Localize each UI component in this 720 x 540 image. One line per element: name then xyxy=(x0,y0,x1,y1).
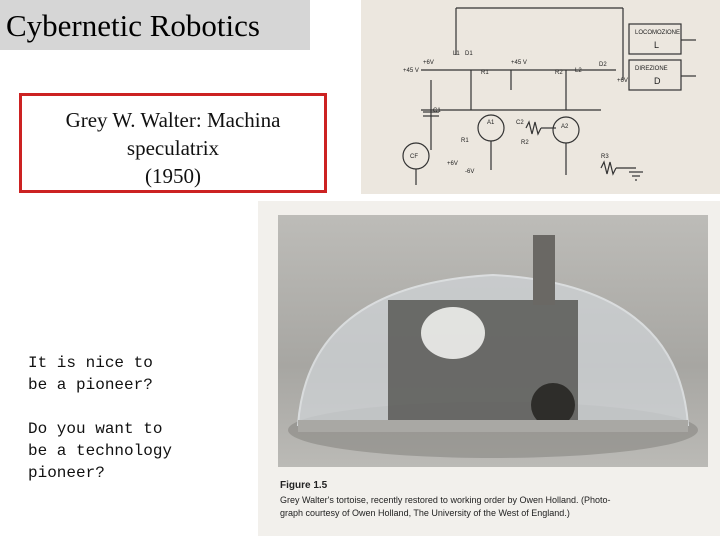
tortoise-photo xyxy=(278,215,708,467)
circuit-label: C1 xyxy=(433,108,441,114)
circuit-label: CF xyxy=(410,154,418,160)
question-line: pioneer? xyxy=(28,464,105,482)
circuit-label: R1 xyxy=(481,70,489,76)
circuit-label: +45 V xyxy=(511,60,527,66)
circuit-label: A2 xyxy=(561,124,569,130)
figure-caption-line: Grey Walter's tortoise, recently restored to working order by Owen Holland. (Photo- xyxy=(280,495,611,505)
circuit-label: +45 V xyxy=(403,68,419,74)
slide-title: Cybernetic Robotics xyxy=(6,8,260,43)
caption-line: (1950) xyxy=(145,164,201,188)
question-line: be a technology xyxy=(28,442,173,460)
question-line: Do you want to xyxy=(28,420,163,438)
circuit-label: LOCOMOZIONE xyxy=(635,30,681,36)
figure-caption-line: graph courtesy of Owen Holland, The University of the West of England.) xyxy=(280,508,570,518)
circuit-label: +6V xyxy=(617,78,628,84)
tortoise-illustration xyxy=(278,215,708,467)
circuit-label: R2 xyxy=(521,140,529,146)
circuit-label: R2 xyxy=(555,70,563,76)
caption-text xyxy=(22,106,324,190)
circuit-diagram xyxy=(361,0,720,194)
circuit-label: L2 xyxy=(575,68,582,74)
circuit-label: -6V xyxy=(465,169,475,175)
question-technology-pioneer xyxy=(28,418,172,484)
title-box xyxy=(0,0,310,50)
caption-box xyxy=(19,93,327,193)
circuit-label: +6V xyxy=(423,60,434,66)
circuit-label: D2 xyxy=(599,62,607,68)
question-line: be a pioneer? xyxy=(28,376,153,394)
circuit-label: L1 xyxy=(453,51,460,57)
tortoise-figure xyxy=(258,201,720,536)
caption-line: Grey W. Walter: Machina xyxy=(65,108,281,132)
question-pioneer xyxy=(28,352,153,396)
circuit-label: +6V xyxy=(447,161,458,167)
circuit-label: R1 xyxy=(461,138,469,144)
figure-label: Figure 1.5 xyxy=(280,480,328,491)
circuit-label: C2 xyxy=(516,120,524,126)
circuit-schematic xyxy=(361,0,720,194)
circuit-label: D1 xyxy=(465,51,473,57)
circuit-label: A1 xyxy=(487,120,495,126)
caption-line: speculatrix xyxy=(126,136,220,160)
figure-caption xyxy=(280,494,710,520)
circuit-label: D xyxy=(654,76,661,86)
circuit-label: DIREZIONE xyxy=(635,66,668,72)
circuit-label: L xyxy=(654,40,660,50)
question-line: It is nice to xyxy=(28,354,153,372)
circuit-label: R3 xyxy=(601,154,609,160)
